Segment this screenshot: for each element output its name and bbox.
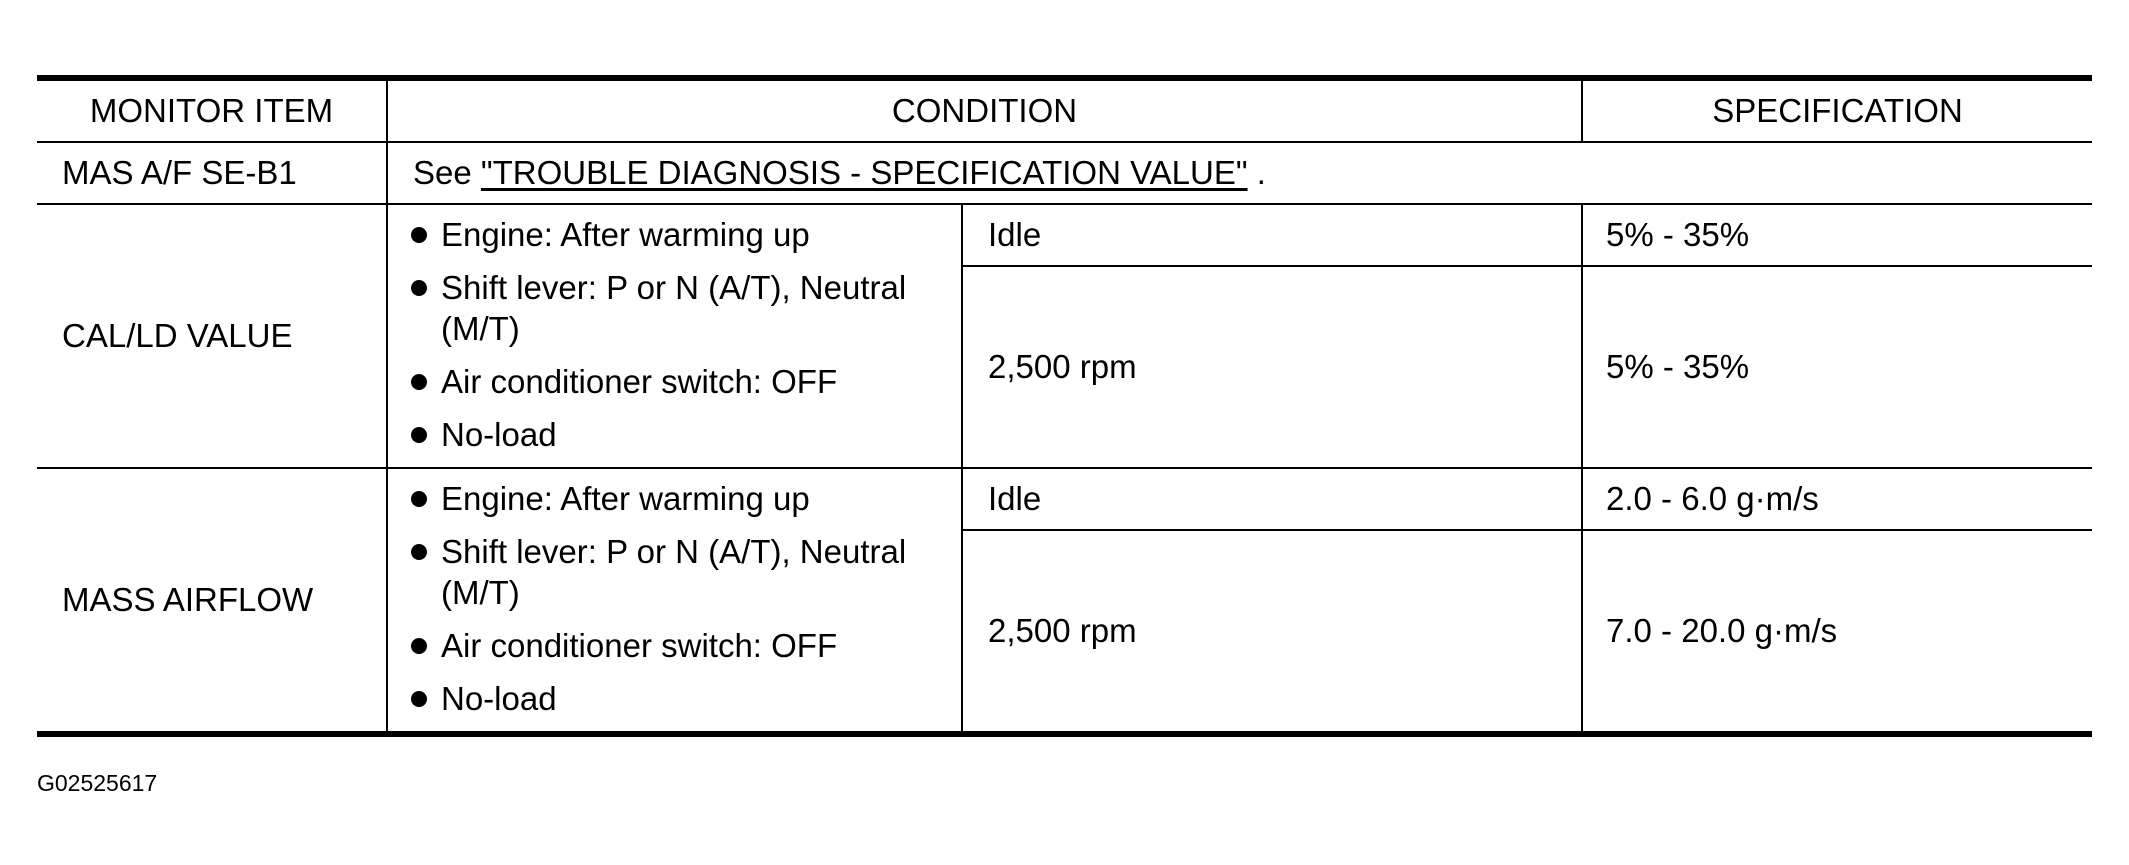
list-item: [408, 267, 961, 349]
list-item: [408, 478, 961, 519]
monitor-item-mas-af: MAS A/F SE-B1: [37, 142, 387, 204]
condition-text: Engine: After warming up: [441, 480, 810, 517]
monitor-item-cal-ld: CAL/LD VALUE: [37, 204, 387, 468]
bullet-icon: [411, 374, 427, 390]
see-reference-cell: [387, 142, 2092, 204]
specification-value: 5% - 35%: [1582, 266, 2092, 468]
condition-text: Engine: After warming up: [441, 216, 810, 253]
condition-list-cell: [387, 468, 962, 734]
sub-condition-idle: Idle: [962, 468, 1582, 530]
sub-condition-idle: Idle: [962, 204, 1582, 266]
list-item: [408, 361, 961, 402]
condition-list: [408, 478, 961, 719]
figure-id: G02525617: [37, 770, 158, 796]
bullet-icon: [411, 227, 427, 243]
specification-table: [37, 75, 2092, 737]
bullet-icon: [411, 491, 427, 507]
table-row: [37, 204, 2092, 266]
bullet-icon: [411, 544, 427, 560]
list-item: [408, 678, 961, 719]
condition-text: Air conditioner switch: OFF: [441, 627, 838, 664]
condition-list: [408, 214, 961, 455]
trouble-diagnosis-link[interactable]: "TROUBLE DIAGNOSIS - SPECIFICATION VALUE": [480, 154, 1248, 191]
condition-text: No-load: [441, 680, 557, 717]
list-item: [408, 625, 961, 666]
bullet-icon: [411, 691, 427, 707]
specification-value: 7.0 - 20.0 g·m/s: [1582, 530, 2092, 734]
see-suffix: .: [1247, 154, 1266, 191]
bullet-icon: [411, 280, 427, 296]
specification-value: 5% - 35%: [1582, 204, 2092, 266]
sub-condition-2500rpm: 2,500 rpm: [962, 530, 1582, 734]
bullet-icon: [411, 638, 427, 654]
header-condition: CONDITION: [387, 78, 1582, 142]
monitor-item-mass-airflow: MASS AIRFLOW: [37, 468, 387, 734]
list-item: [408, 414, 961, 455]
header-monitor-item: MONITOR ITEM: [37, 78, 387, 142]
sub-condition-2500rpm: 2,500 rpm: [962, 266, 1582, 468]
condition-text: No-load: [441, 416, 557, 453]
condition-text: Shift lever: P or N (A/T), Neutral (M/T): [441, 533, 907, 611]
header-row: [37, 78, 2092, 142]
list-item: [408, 214, 961, 255]
bullet-icon: [411, 427, 427, 443]
table-row-mas-af: [37, 142, 2092, 204]
condition-list-cell: [387, 204, 962, 468]
list-item: [408, 531, 961, 613]
see-prefix: See: [413, 154, 481, 191]
table-row: [37, 468, 2092, 530]
header-specification: SPECIFICATION: [1582, 78, 2092, 142]
specification-value: 2.0 - 6.0 g·m/s: [1582, 468, 2092, 530]
condition-text: Shift lever: P or N (A/T), Neutral (M/T): [441, 269, 907, 347]
condition-text: Air conditioner switch: OFF: [441, 363, 838, 400]
